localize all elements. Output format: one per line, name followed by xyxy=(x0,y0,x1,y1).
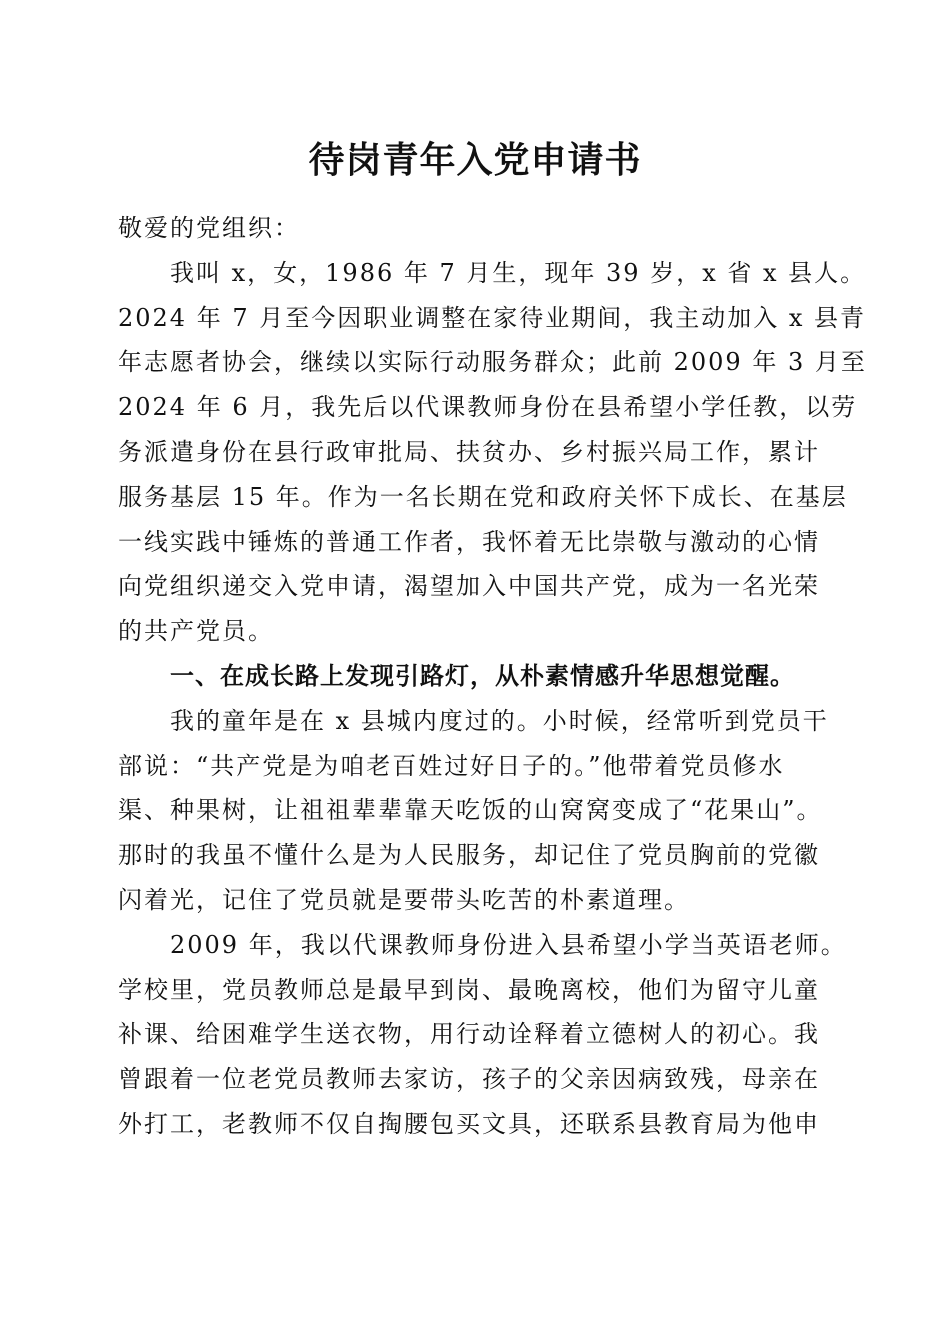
paragraph-line: 的共产党员。 xyxy=(118,617,274,646)
paragraph-line: 部说：“共产党是为咱老百姓过好日子的。”他带着党员修水 xyxy=(118,751,785,780)
document-title: 待岗青年入党申请书 xyxy=(308,139,642,181)
paragraph-line: 2024 年 6 月，我先后以代课教师身份在县希望小学任教，以劳 xyxy=(118,393,858,422)
section-heading: 一、在成长路上发现引路灯，从朴素情感升华思想觉醒。 xyxy=(170,661,795,690)
paragraph-line: 2009 年，我以代课教师身份进入县希望小学当英语老师。 xyxy=(170,930,847,959)
paragraph-line: 学校里，党员教师总是最早到岗、最晚离校，他们为留守儿童 xyxy=(118,975,820,1004)
paragraph-line: 2024 年 7 月至今因职业调整在家待业期间，我主动加入 x 县青 xyxy=(118,303,867,332)
paragraph-line: 补课、给困难学生送衣物，用行动诠释着立德树人的初心。我 xyxy=(118,1020,820,1049)
paragraph-line: 我叫 x，女，1986 年 7 月生，现年 39 岁，x 省 x 县人。 xyxy=(170,258,867,287)
paragraph-line: 年志愿者协会，继续以实际行动服务群众；此前 2009 年 3 月至 xyxy=(118,348,867,377)
paragraph-line: 闪着光，记住了党员就是要带头吃苦的朴素道理。 xyxy=(118,885,690,914)
paragraph-line: 向党组织递交入党申请，渴望加入中国共产党，成为一名光荣 xyxy=(118,572,820,601)
paragraph-line: 我的童年是在 x 县城内度过的。小时候，经常听到党员干 xyxy=(170,706,829,735)
paragraph-line: 外打工，老教师不仅自掏腰包买文具，还联系县教育局为他申 xyxy=(118,1109,820,1138)
salutation: 敬爱的党组织： xyxy=(118,214,300,242)
document-body xyxy=(118,206,867,1147)
paragraph-line: 那时的我虽不懂什么是为人民服务，却记住了党员胸前的党徽 xyxy=(118,841,820,870)
paragraph-line: 渠、种果树，让祖祖辈辈靠天吃饭的山窝窝变成了“花果山”。 xyxy=(118,796,823,825)
paragraph-line: 服务基层 15 年。作为一名长期在党和政府关怀下成长、在基层 xyxy=(118,482,848,511)
paragraph-line: 务派遣身份在县行政审批局、扶贫办、乡村振兴局工作，累计 xyxy=(118,437,820,466)
paragraph-line: 一线实践中锤炼的普通工作者，我怀着无比崇敬与激动的心情 xyxy=(118,527,820,556)
paragraph-line: 曾跟着一位老党员教师去家访，孩子的父亲因病致残，母亲在 xyxy=(118,1065,820,1094)
